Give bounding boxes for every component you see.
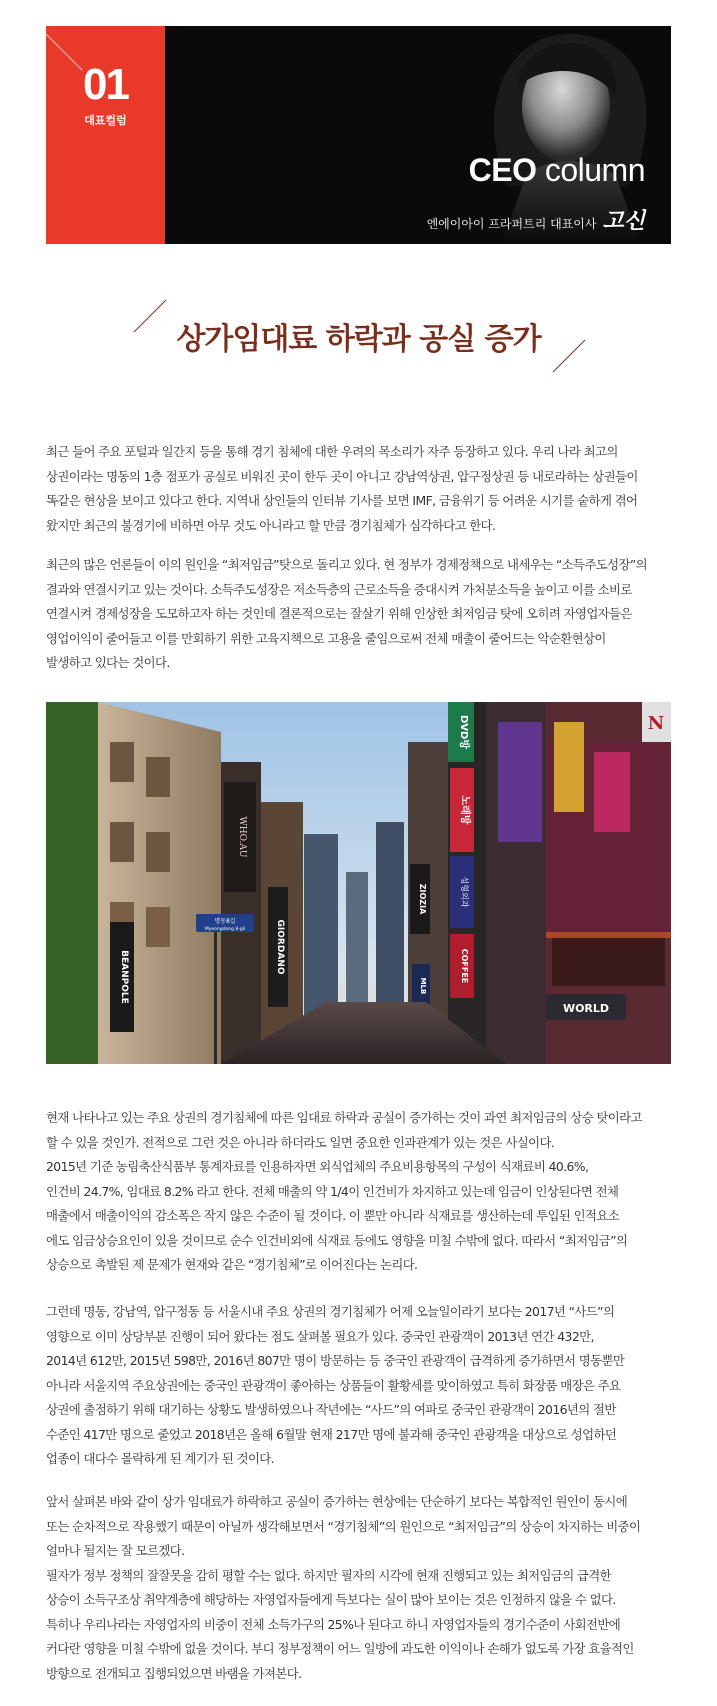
paragraph-line: 결과와 연결시키고 있는 것이다. 소득주도성장은 저소득층의 근로소득을 증대시켜 가처분소득을 높이고 이를 소비로 bbox=[46, 581, 632, 597]
paragraph-line: 특히나 우리나라는 자영업자의 비중이 전체 소득가구의 25%나 된다고 하니 자영업자들의 경기수준이 사회전반에 bbox=[46, 1616, 621, 1632]
street-sign-ko: 명동8길 bbox=[214, 918, 236, 925]
paragraph-line: 2014년 612만, 2015년 598만, 2016년 807만 명이 방문하는 등 중국인 관광객이 급격하게 증가하면서 명동뿐만 bbox=[46, 1353, 625, 1368]
banner-diagonal-decoration bbox=[46, 26, 165, 244]
ceo-byline bbox=[427, 204, 645, 235]
paragraph-2 bbox=[46, 553, 686, 676]
paragraph-line: 필자가 정부 정책의 잘잘못을 감히 평할 수는 없다. 하지만 필자의 시각에 현재 진행되고 있는 최저임금의 급격한 bbox=[46, 1567, 612, 1583]
paragraph-line: 매출에서 매출이익의 감소폭은 작지 않은 수준이 될 것이다. 이 뿐만 아니라 식재료를 생산하는데 투입된 인적요소 bbox=[46, 1208, 620, 1223]
paragraph-line: 업종이 대다수 몰락하게 된 계기가 된 것이다. bbox=[46, 1451, 275, 1466]
paragraph-line: 앞서 살펴본 바와 같이 상가 임대료가 하락하고 공실이 증가하는 현상에는 단순하기 보다는 복합적인 원인이 동시에 bbox=[46, 1494, 628, 1509]
street-sign-en: Myeongdong 8-gil bbox=[204, 927, 246, 932]
paragraph-line: 상승이 소득구조상 취약계층에 해당하는 자영업자들에게 득보다는 실이 많아 보이는 것은 인정하지 않을 수 없다. bbox=[46, 1592, 616, 1607]
sign-n: N bbox=[647, 713, 665, 734]
ceo-column-banner bbox=[46, 26, 671, 244]
paragraph-line: 연결시켜 경제성장을 도모하고자 하는 것인데 결론적으로는 잘살기 위해 인상한 최저임금 탓에 오히려 자영업자들은 bbox=[46, 606, 632, 621]
sign-whoau: WHO.AU bbox=[237, 816, 247, 858]
paragraph-line: 할 수 있을 것인가. 전적으로 그런 것은 아니라 하더라도 일면 중요한 인과관계가 있는 것은 사실이다. bbox=[46, 1134, 555, 1150]
sign-clinic: 성형외과 bbox=[460, 876, 469, 908]
paragraph-line: 2015년 기준 농림축산식품부 통계자료를 인용하자면 외식업체의 주요비용항목의 구성이 식재료비 40.6%, bbox=[46, 1159, 589, 1174]
paragraph-line: 또는 순차적으로 작용했기 때문이 아닐까 생각해보면서 “경기침체”의 원인으로 “최저임금”의 상승이 차지하는 비중이 bbox=[46, 1518, 641, 1534]
paragraph-line: 에도 임금상승요인이 있을 것이므로 순수 인건비외에 식재료 등에도 영향을 미칠 수밖에 없다. 따라서 “최저임금”의 bbox=[46, 1232, 628, 1248]
myeongdong-street-photo bbox=[46, 702, 671, 1064]
sign-coffee: COFFEE bbox=[460, 948, 469, 984]
paragraph-1 bbox=[46, 440, 686, 538]
paragraph-line: 최근 들어 주요 포털과 일간지 등을 통해 경기 침체에 대한 우려의 목소리가 자주 등장하고 있다. 우리 나라 최고의 bbox=[46, 444, 618, 459]
sign-beanpole: BEANPOLE bbox=[119, 950, 129, 1004]
paragraph-5 bbox=[46, 1490, 686, 1686]
sign-mlb: MLB bbox=[419, 977, 427, 995]
paragraph-line: 영업이익이 줄어들고 이를 만회하기 위한 고육지책으로 고용을 줄임으로써 전체 매출이 줄어드는 악순환현상이 bbox=[46, 630, 606, 646]
paragraph-line: 수준인 417만 명으로 줄었고 2018년은 올해 6월말 현재 217만 명에 불과해 중국인 관광객을 대상으로 성업하던 bbox=[46, 1426, 617, 1442]
sign-dvd: DVD방 bbox=[458, 714, 469, 750]
paragraph-line: 상권에 출점하기 위해 대기하는 상황도 발생하였으나 작년에는 “사드”의 여파로 중국인 관광객이 2016년의 절반 bbox=[46, 1402, 616, 1417]
paragraph-line: 커다란 영향을 미칠 수밖에 없을 것이다. 부디 정부정책이 어느 일방에 과도한 이익이나 손해가 없도록 가장 효율적인 bbox=[46, 1641, 634, 1656]
paragraph-line: 인건비 24.7%, 임대료 8.2% 라고 한다. 전체 매출의 약 1/4이 인건비가 차지하고 있는데 임금이 인상된다면 전체 bbox=[46, 1183, 619, 1199]
paragraph-line: 영향으로 이미 상당부분 진행이 되어 왔다는 점도 살펴볼 필요가 있다. 중국인 관광객이 2013년 연간 432만, bbox=[46, 1328, 594, 1344]
article-title-block bbox=[0, 296, 717, 376]
sign-world: WORLD bbox=[562, 1002, 610, 1015]
column-number-label: 대표컬럼 bbox=[84, 114, 127, 127]
paragraph-line: 똑같은 현상을 보이고 있다고 한다. 지역내 상인들의 인터뷰 기사를 보면 IMF, 금융위기 등 어려운 시기를 숱하게 겪어 bbox=[46, 493, 638, 508]
column-number: 01 bbox=[83, 60, 128, 109]
sign-karaoke: 노래방 bbox=[459, 795, 470, 825]
paragraph-line: 상승으로 촉발된 제 문제가 현재와 같은 “경기침체”로 이어진다는 논리다. bbox=[46, 1257, 418, 1272]
paragraph-line: 왔지만 최근의 불경기에 비하면 아무 것도 아니라고 할 만큼 경기침체가 심각하다고 한다. bbox=[46, 517, 496, 533]
ceo-title-light: column bbox=[544, 152, 645, 188]
article-title: 상가임대료 하락과 공실 증가 bbox=[176, 322, 541, 357]
paragraph-line: 방향으로 전개되고 집행되었으면 바램을 가져본다. bbox=[46, 1665, 302, 1681]
paragraph-4 bbox=[46, 1300, 686, 1472]
paragraph-line: 아니라 서울지역 주요상권에는 중국인 관광객이 좋아하는 상품들이 활황세를 맞이하였고 특히 화장품 매장은 주요 bbox=[46, 1377, 621, 1393]
paragraph-line: 최근의 많은 언론들이 이의 원인을 “최저임금”탓으로 돌리고 있다. 현 정부가 경제정책으로 내세우는 “소득주도성장”의 bbox=[46, 557, 648, 572]
ceo-title-bold: CEO bbox=[468, 152, 537, 188]
sign-ziozia: ZIOZIA bbox=[418, 883, 427, 915]
ceo-position: 엔에이아이 프라퍼트리 대표이사 bbox=[426, 217, 597, 231]
paragraph-line: 현재 나타나고 있는 주요 상권의 경기침체에 따른 임대료 하락과 공실이 증가하는 것이 과연 최저임금의 상승 탓이라고 bbox=[46, 1110, 642, 1125]
ceo-name: 고신 bbox=[602, 208, 645, 234]
paragraph-line: 발생하고 있다는 것이다. bbox=[46, 655, 170, 670]
column-number-panel bbox=[46, 26, 165, 244]
ceo-column-title bbox=[469, 152, 645, 189]
paragraph-line: 상권이라는 명동의 1층 점포가 공실로 비워진 곳이 한두 곳이 아니고 강남역상권, 압구정상권 등 내로라하는 상권들이 bbox=[46, 468, 638, 484]
paragraph-3 bbox=[46, 1106, 686, 1278]
paragraph-line: 그런데 명동, 강남역, 압구정동 등 서울시내 주요 상권의 경기침체가 어제 오늘일이라기 보다는 2017년 “사드”의 bbox=[46, 1304, 615, 1319]
sign-giordano: GIORDANO bbox=[275, 919, 285, 975]
paragraph-line: 얼마나 될지는 잘 모르겠다. bbox=[46, 1543, 185, 1558]
